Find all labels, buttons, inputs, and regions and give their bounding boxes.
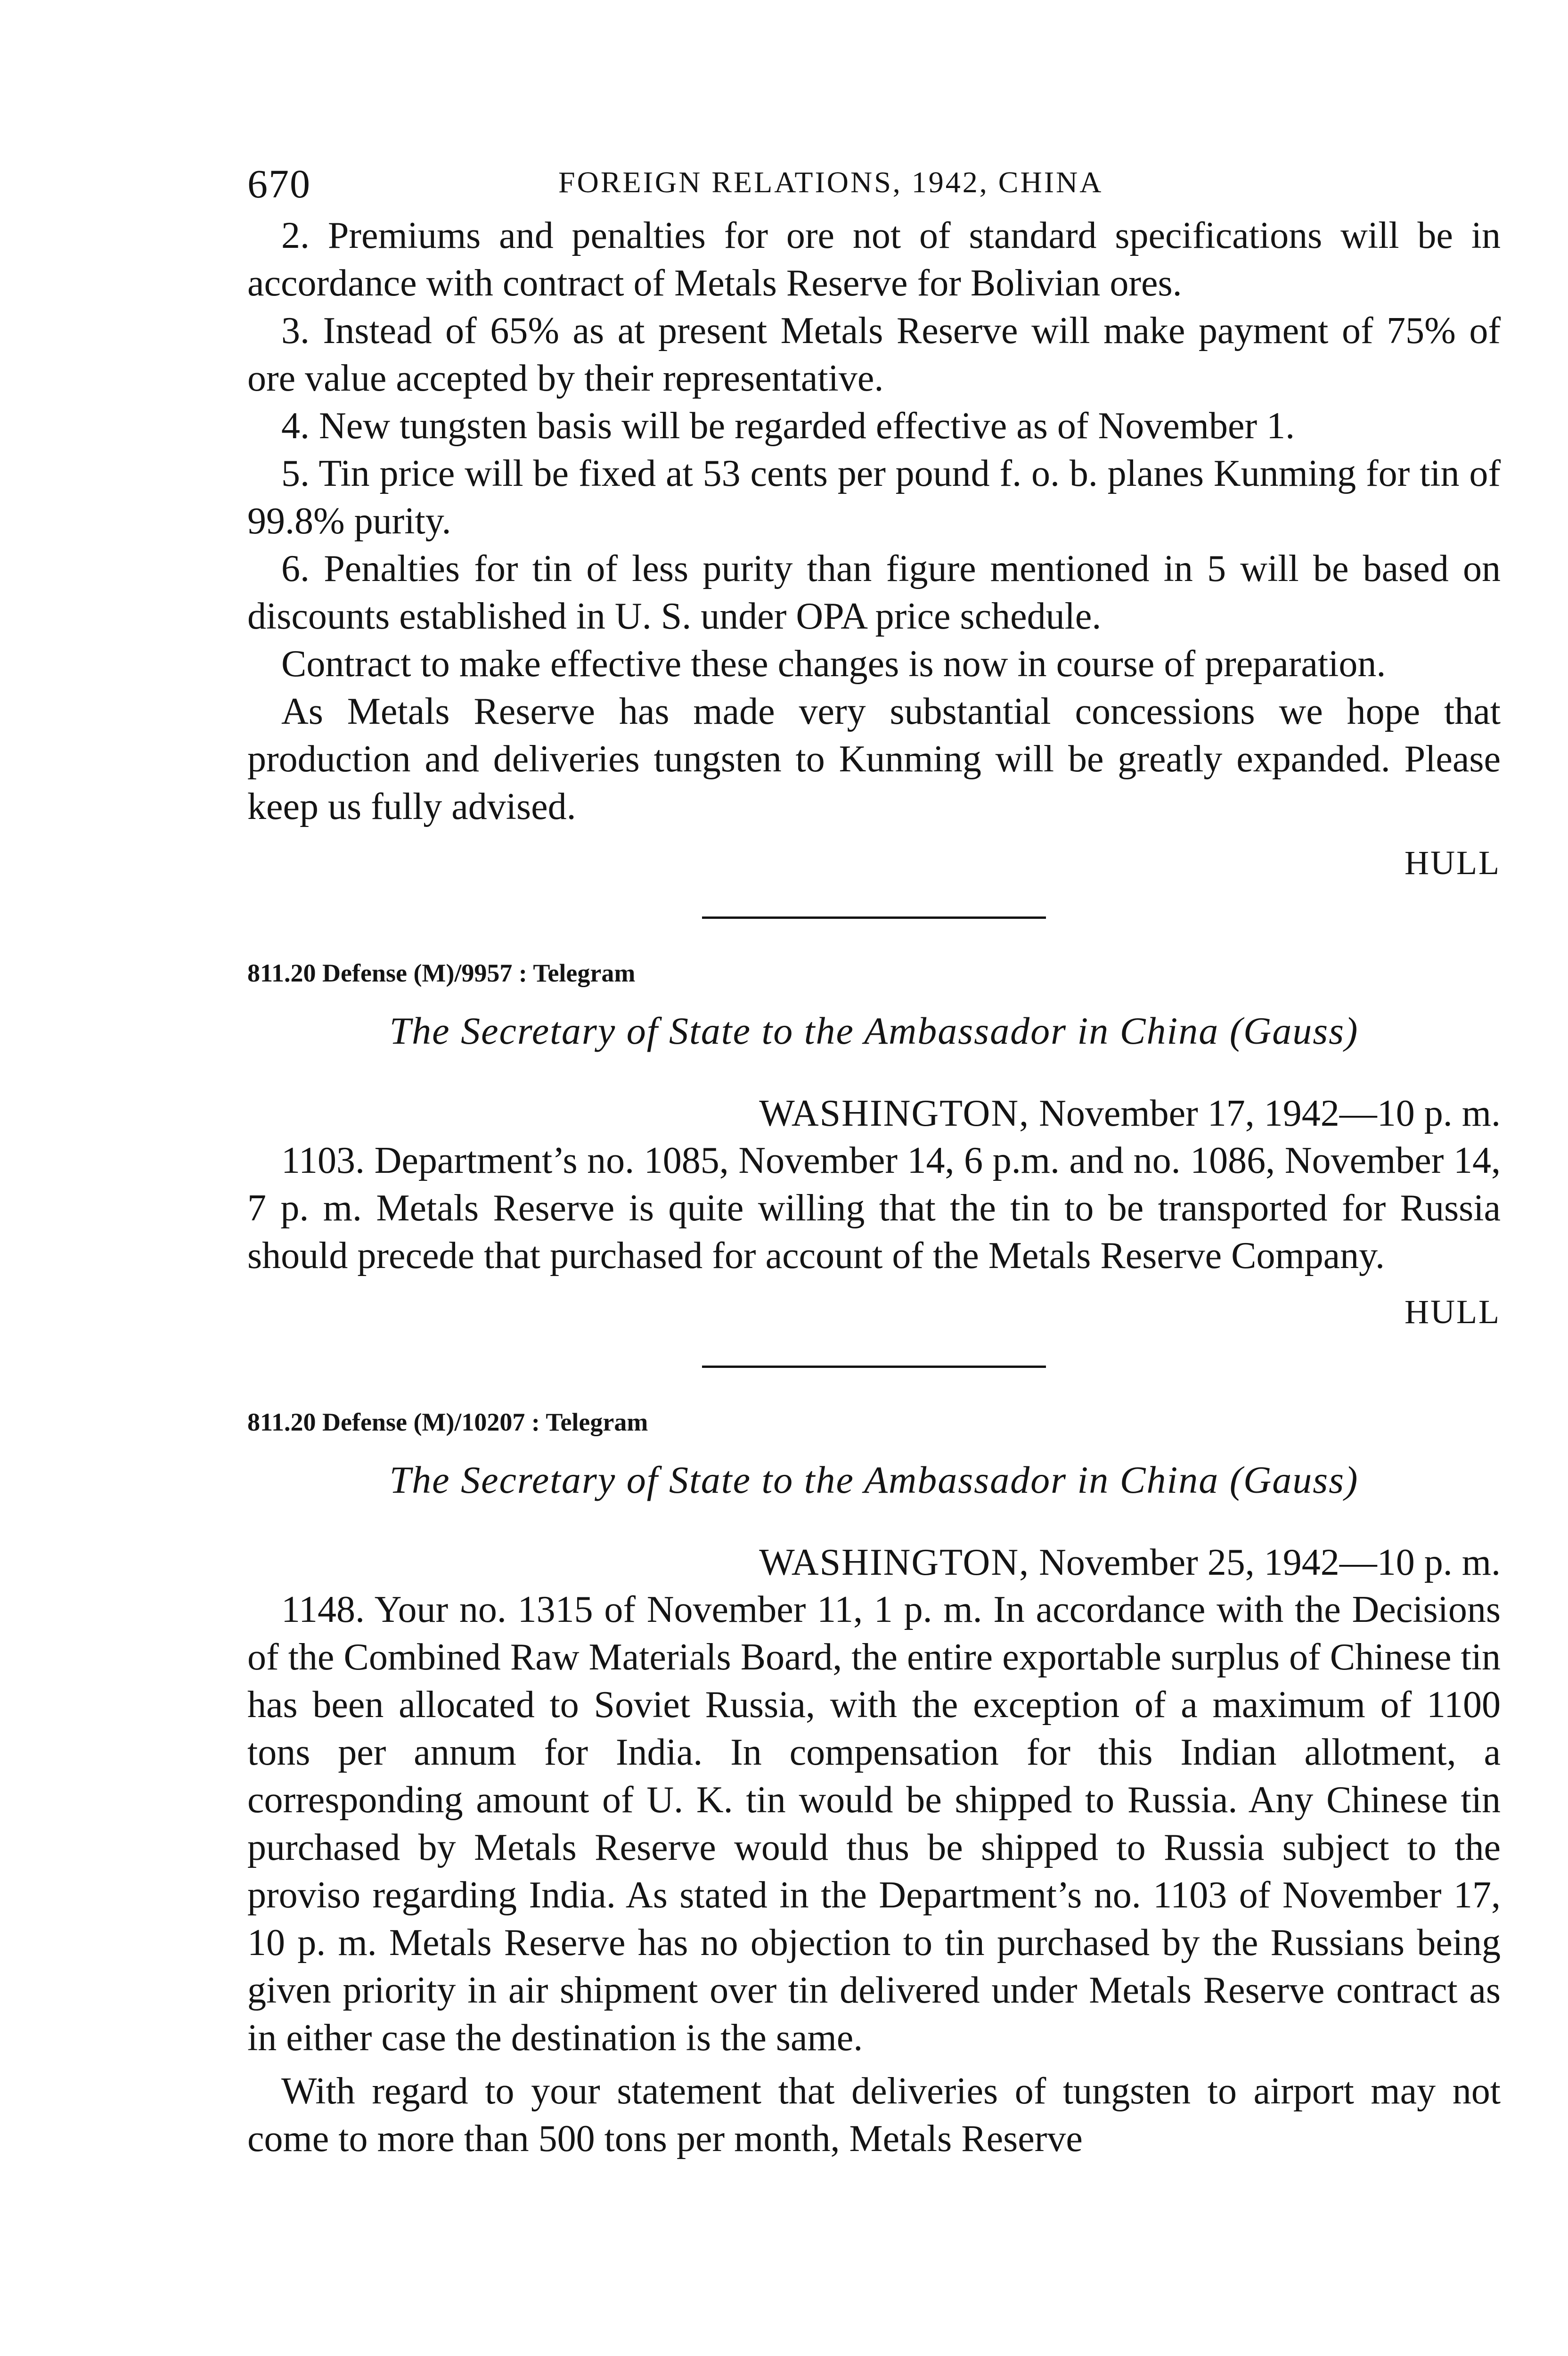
paragraph: 4. New tungsten basis will be regarded effective as of November 1. (281, 405, 1295, 447)
running-title: FOREIGN RELATIONS, 1942, CHINA (558, 165, 1103, 199)
paragraph: Contract to make effective these changes is now in course of preparation. (281, 643, 1386, 685)
dateline (247, 1539, 1501, 1586)
paragraph: With regard to your statement that deliveries of tungsten to airport may not come to more than 500 tons per month, Metals Reserve (247, 2070, 1501, 2160)
page-header (247, 160, 1501, 212)
document-telegram-9957 (247, 954, 1501, 1335)
section-divider (702, 916, 1046, 919)
paragraph: 1148. Your no. 1315 of November 11, 1 p. m. In accordance with the Decisions of the Combined Raw Materials Board, the entire exportable surplus of Chinese tin has been allocated to Soviet Russia, with the exception of a maximum of 1100 tons per annum for India. In compensation for this Indian allotment, a corresponding amount of U. K. tin would be shipped to Russia. Any Chinese tin purchased by Metals Reserve would thus be shipped to Russia subject to the proviso regarding India. As stated in the Department’s no. 1103 of November 17, 10 p. m. Metals Reserve has no objection to tin purchased by the Russians being given priority in air shipment over tin delivered under Metals Reserve contract as in either case the destination is the same. (247, 1589, 1501, 2059)
file-reference: 811.20 Defense (M)/10207 : Telegram (247, 1408, 648, 1436)
paragraph: 6. Penalties for tin of less purity than figure mentioned in 5 will be based on discounts established in U. S. under OPA price schedule. (247, 548, 1501, 637)
section-continued-telegram (247, 212, 1501, 886)
section-divider (702, 1366, 1046, 1368)
dateline-date: November 17, 1942—10 p. m. (1029, 1093, 1501, 1134)
signature: HULL (1405, 1293, 1501, 1331)
paragraph: 1103. Department’s no. 1085, November 14, 6 p.m. and no. 1086, November 14, 7 p. m. Metals Reserve is quite willing that the tin to be transported for Russia should precede that purchased for account of the Metals Reserve Company. (247, 1140, 1501, 1276)
signature: HULL (1405, 844, 1501, 882)
paragraph: 5. Tin price will be fixed at 53 cents per pound f. o. b. planes Kunming for tin of 99.8% purity. (247, 453, 1501, 542)
paragraph: 3. Instead of 65% as at present Metals Reserve will make payment of 75% of ore value accepted by their representative. (247, 310, 1501, 399)
page-number: 670 (247, 161, 311, 206)
document-title: The Secretary of State to the Ambassador in China (Gauss) (389, 1458, 1359, 1501)
paragraph: As Metals Reserve has made very substantial concessions we hope that production and deliveries tungsten to Kunming will be greatly expanded. Please keep us fully advised. (247, 691, 1501, 827)
dateline-place: WASHINGTON, (759, 1542, 1030, 1583)
dateline-place: WASHINGTON, (759, 1093, 1030, 1134)
paragraph: 2. Premiums and penalties for ore not of standard specifications will be in accordance with contract of Metals Reserve for Bolivian ores. (247, 215, 1501, 304)
dateline (247, 1090, 1501, 1137)
document-page (247, 160, 1501, 2163)
file-reference: 811.20 Defense (M)/9957 : Telegram (247, 959, 636, 987)
document-title: The Secretary of State to the Ambassador in China (Gauss) (389, 1009, 1359, 1052)
document-telegram-10207 (247, 1403, 1501, 2163)
dateline-date: November 25, 1942—10 p. m. (1029, 1542, 1501, 1583)
